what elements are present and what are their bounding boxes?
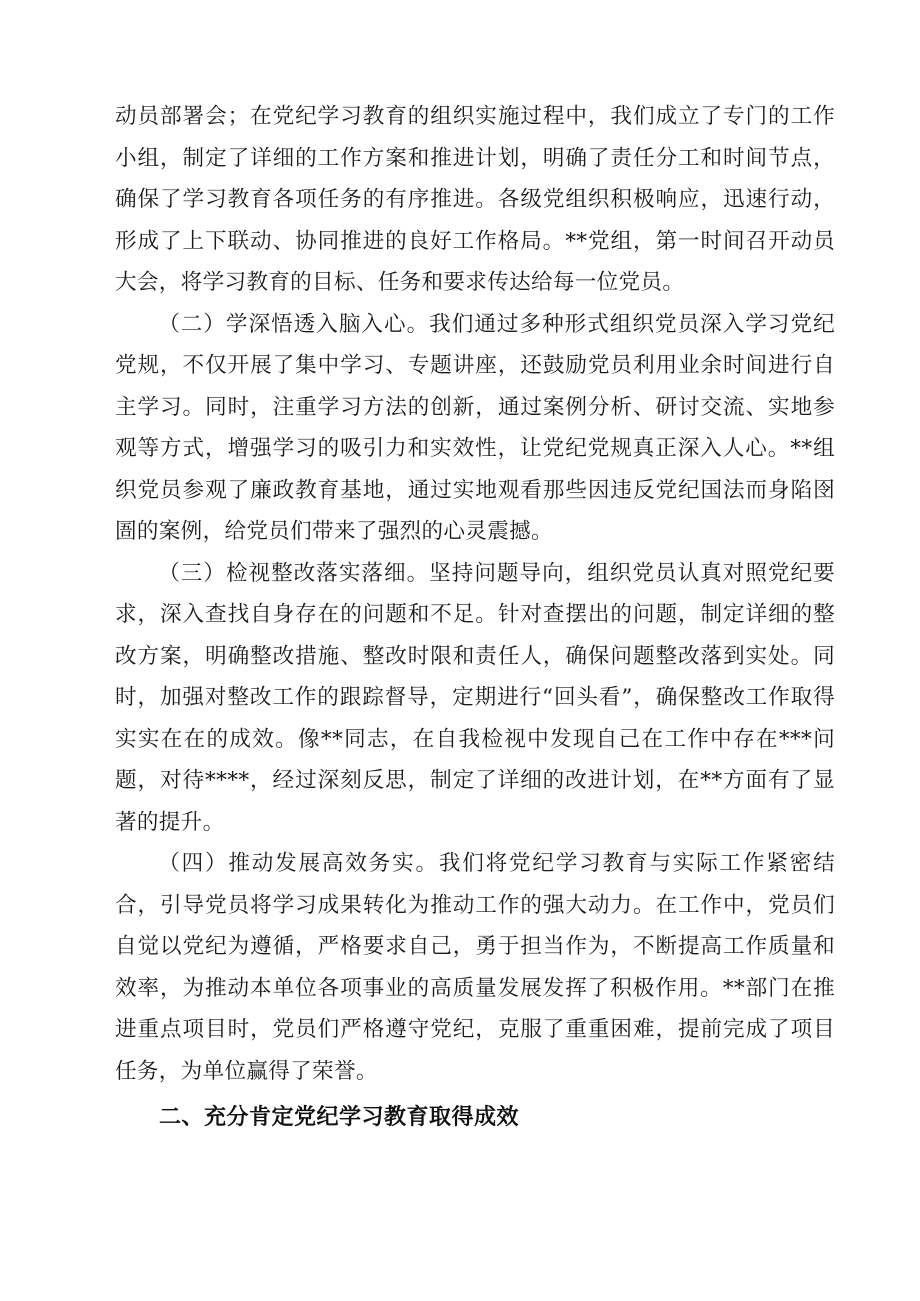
paragraph-continuation: 动员部署会；在党纪学习教育的组织实施过程中，我们成立了专门的工作小组，制定了详细的工作方案和推进计划，明确了责任分工和时间节点，确保了学习教育各项任务的有序推进。各级党组织积极响应，迅速行动，形成了上下联动、协同推进的良好工作格局。**党组，第一时间召开动员大会，将学习教育的目标、任务和要求传达给每一位党员。 <box>115 104 835 295</box>
paragraph-section-3: （三）检视整改落实落细。坚持问题导向，组织党员认真对照党纪要求，深入查找自身存在的问题和不足。针对查摆出的问题，制定详细的整改方案，明确整改措施、整改时限和责任人，确保问题整改落到实处。同时，加强对整改工作的跟踪督导，定期进行“回头看”，确保整改工作取得实实在在的成效。像**同志，在自我检视中发现自己在工作中存在***问题，对待****，经过深刻反思，制定了详细的改进计划，在**方面有了显著的提升。 <box>115 560 835 835</box>
paragraph-section-4: （四）推动发展高效务实。我们将党纪学习教育与实际工作紧密结合，引导党员将学习成果转化为推动工作的强大动力。在工作中，党员们自觉以党纪为遵循，严格要求自己，勇于担当作为，不断提高工作质量和效率，为推动本单位各项事业的高质量发展发挥了积极作用。**部门在推进重点项目时，党员们严格遵守党纪，克服了重重困难，提前完成了项目任务，为单位赢得了荣誉。 <box>115 851 835 1084</box>
paragraph-section-2: （二）学深悟透入脑入心。我们通过多种形式组织党员深入学习党纪党规，不仅开展了集中学习、专题讲座，还鼓励党员利用业余时间进行自主学习。同时，注重学习方法的创新，通过案例分析、研讨交流、实地参观等方式，增强学习的吸引力和实效性，让党纪党规真正深入人心。**组织党员参观了廉政教育基地，通过实地观看那些因违反党纪国法而身陷囹圄的案例，给党员们带来了强烈的心灵震撼。 <box>115 311 835 544</box>
section-heading: 二、充分肯定党纪学习教育取得成效 <box>159 1105 520 1130</box>
document-body <box>115 96 835 1140</box>
